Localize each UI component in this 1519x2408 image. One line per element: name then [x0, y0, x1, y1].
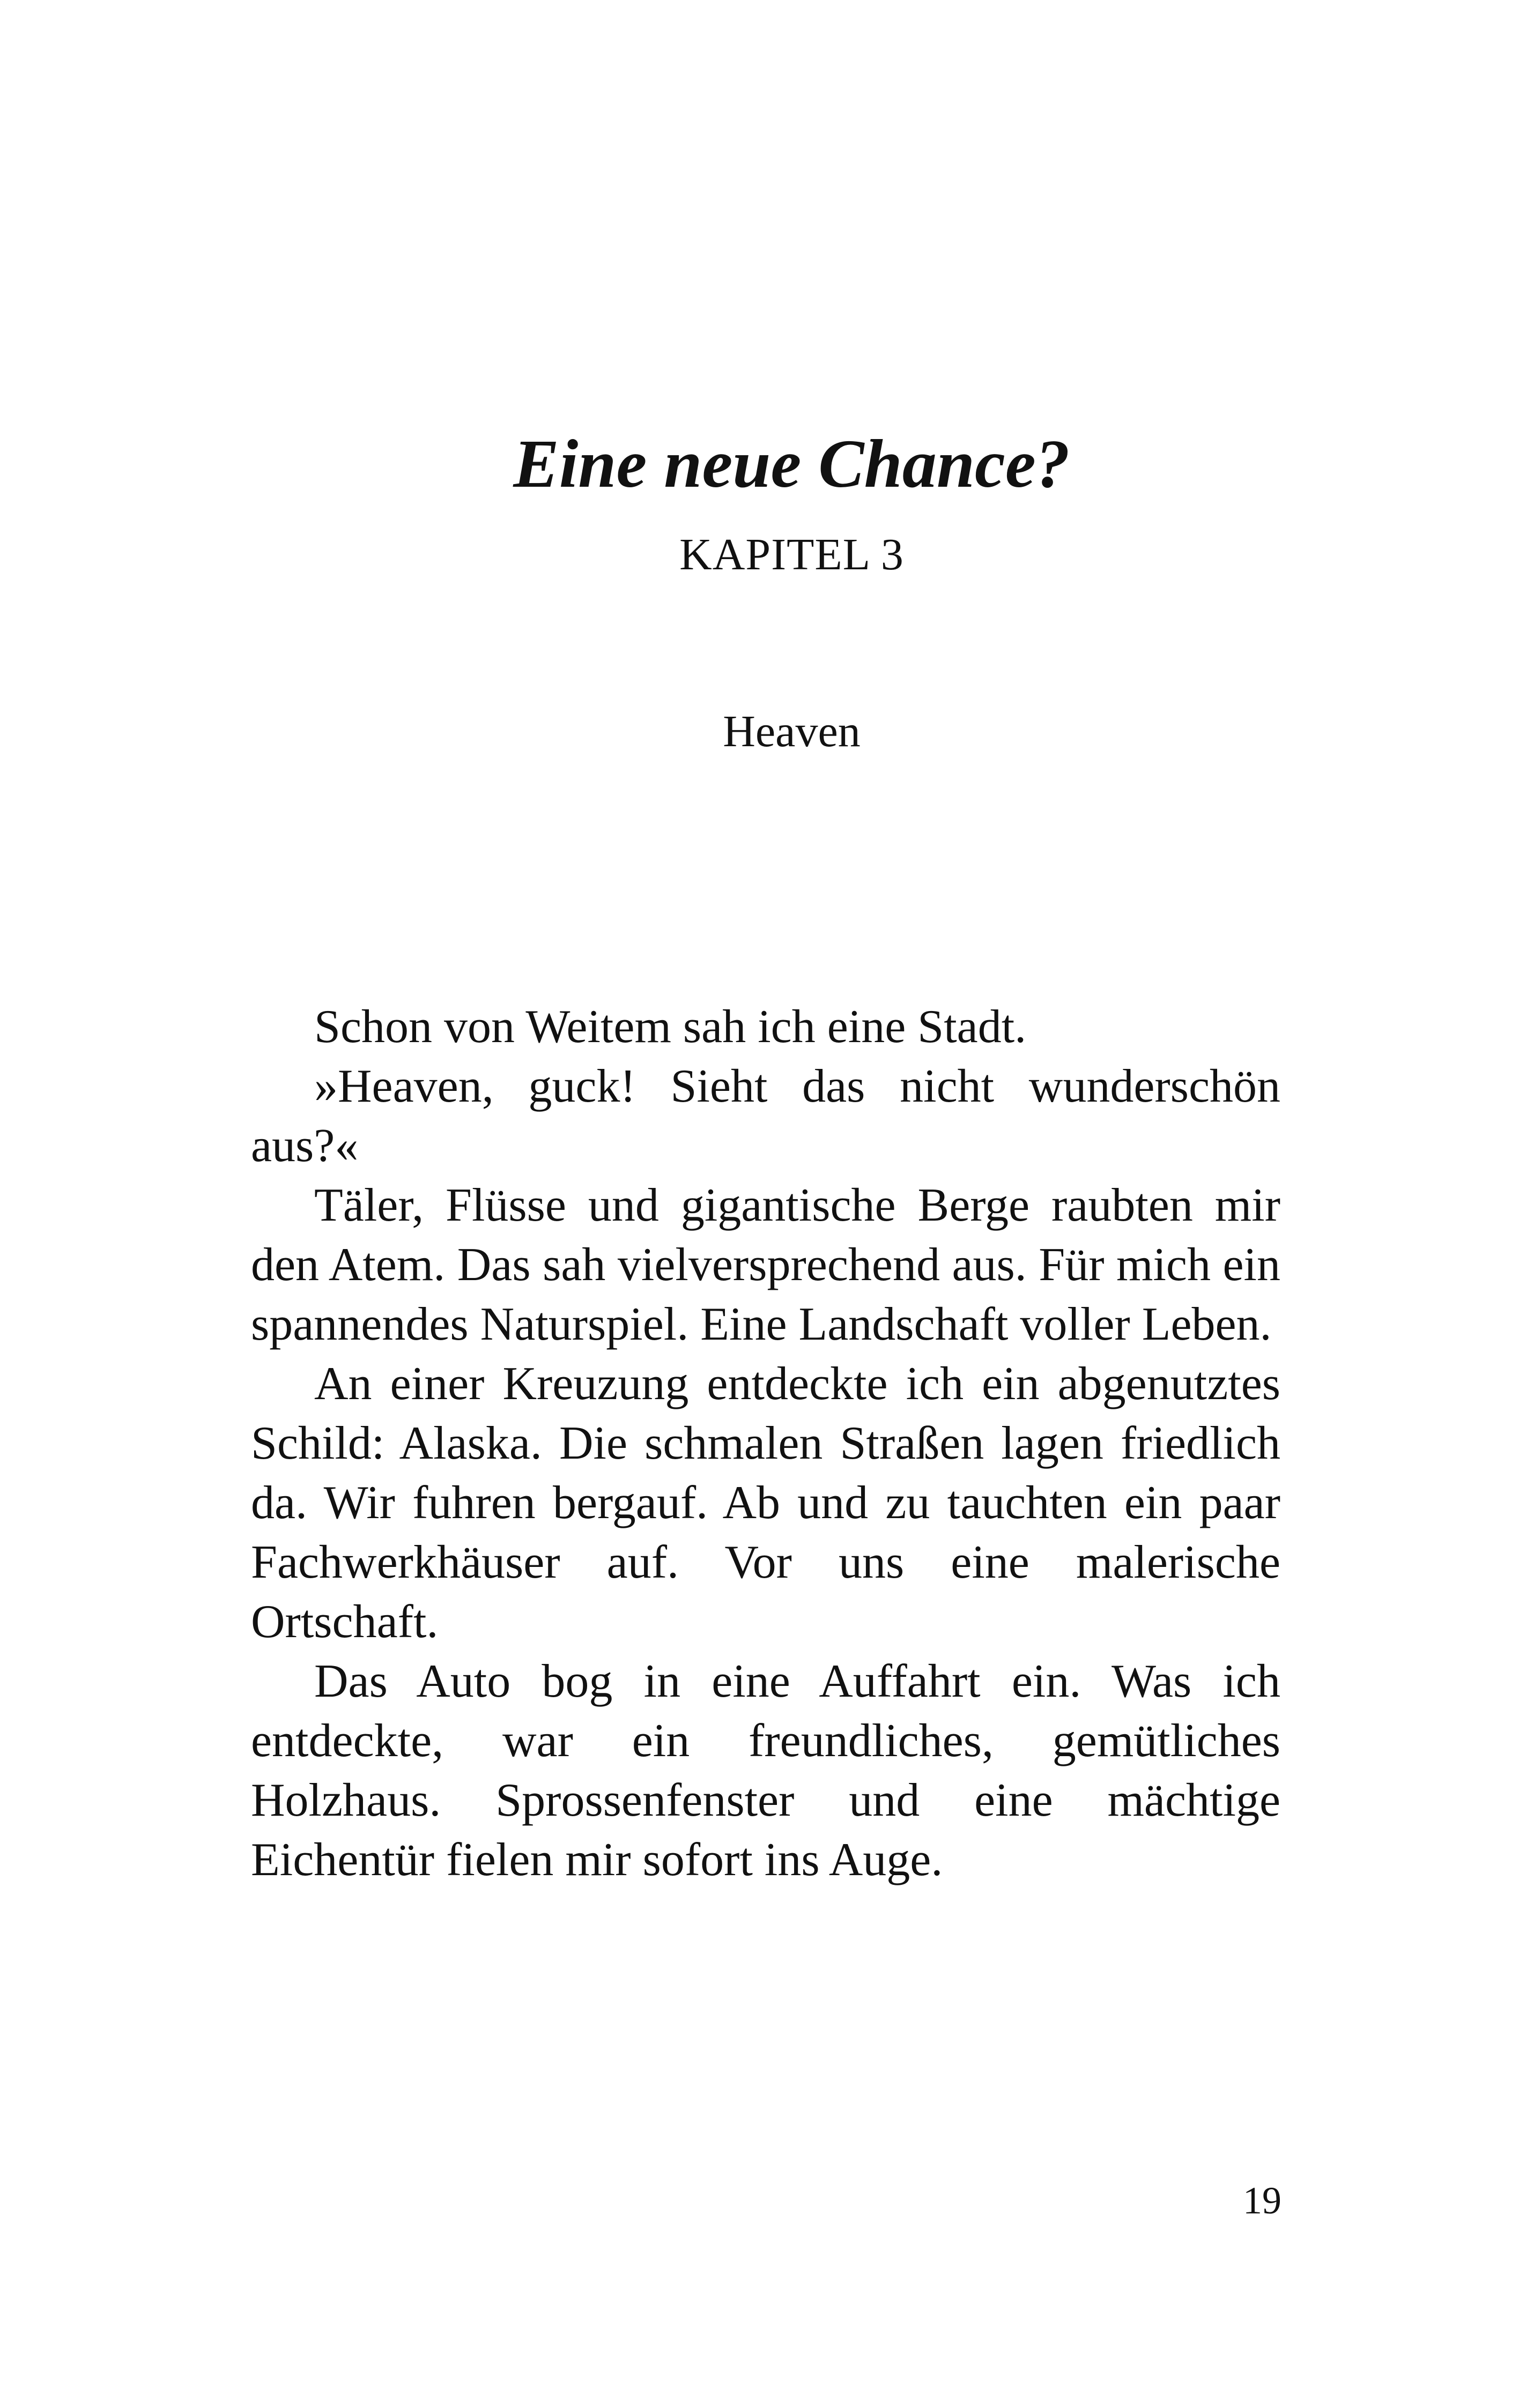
chapter-subtitle: Heaven: [723, 707, 861, 756]
paragraph: »Heaven, guck! Sieht das nicht wunderschön aus?«: [251, 1060, 1280, 1172]
page-number: 19: [1243, 2179, 1281, 2222]
paragraph: Das Auto bog in eine Auffahrt ein. Was ich entdeckte, war ein freundliches, gemütliches Holzhaus. Sprossenfenster und eine mächtige Eichentür fielen mir sofort ins Auge.: [251, 1655, 1280, 1886]
paragraph: Täler, Flüsse und gigantische Berge raubten mir den Atem. Das sah vielversprechend aus. Für mich ein spannendes Naturspiel. Eine Landschaft voller Leben.: [251, 1179, 1280, 1350]
paragraph: Schon von Weitem sah ich eine Stadt.: [314, 1001, 1027, 1053]
paragraph: An einer Kreuzung entdeckte ich ein abgenutztes Schild: Alaska. Die schmalen Straßen lagen friedlich da. Wir fuhren bergauf. Ab und zu tauchten ein paar Fachwerkhäuser auf. Vor uns eine malerische Ortschaft.: [251, 1358, 1280, 1648]
page-title: Eine neue Chance?: [513, 426, 1070, 502]
body-text: [251, 997, 1280, 1890]
chapter-label: KAPITEL 3: [679, 530, 904, 579]
